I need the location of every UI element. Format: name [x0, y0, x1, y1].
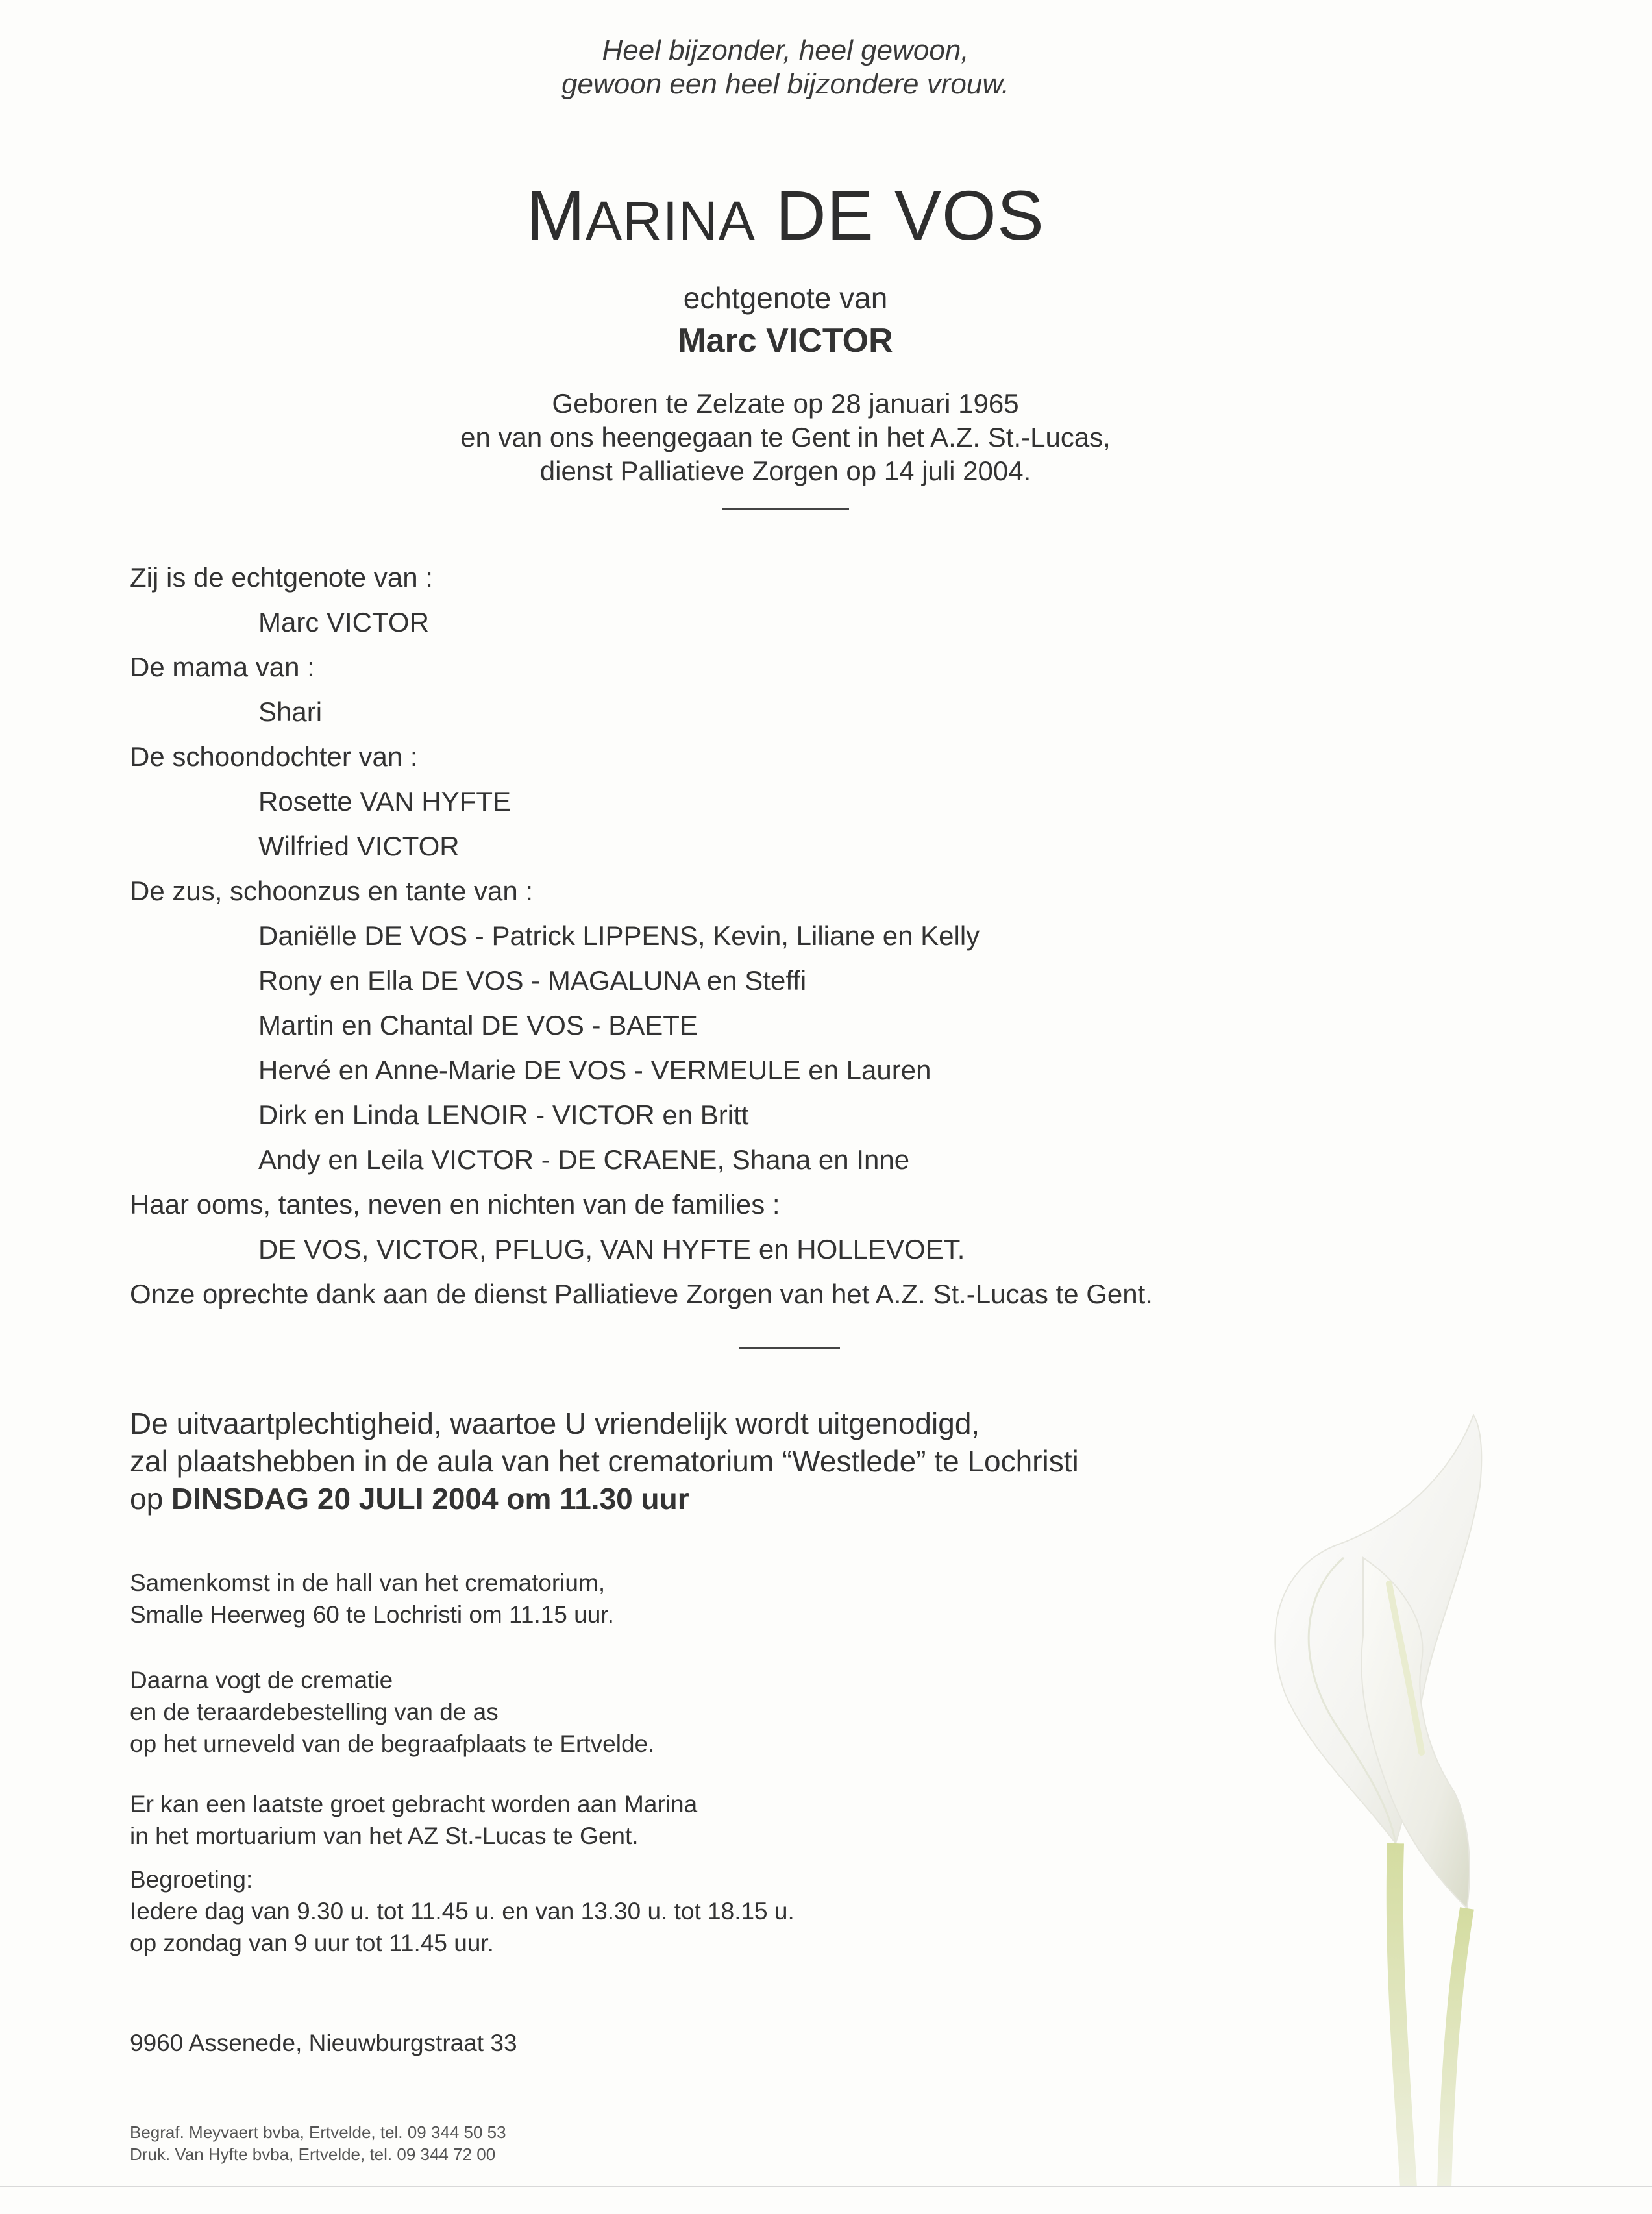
- birth-death-info: [0, 387, 1571, 488]
- farewell-line-2: in het mortuarium van het AZ St.-Lucas te Gent.: [130, 1823, 639, 1849]
- death-line-1: en van ons heengegaan te Gent in het A.Z. St.-Lucas,: [460, 422, 1111, 452]
- family-line: De mama van :: [130, 652, 315, 682]
- motto-line-2: gewoon een heel bijzondere vrouw.: [561, 68, 1009, 100]
- family-line: Marc VICTOR: [258, 607, 429, 637]
- funeral-date-prefix: op: [130, 1482, 164, 1516]
- visiting-weekdays: Iedere dag van 9.30 u. tot 11.45 u. en van 13.30 u. tot 18.15 u.: [130, 1898, 795, 1925]
- visiting-label: Begroeting:: [130, 1866, 253, 1893]
- farewell-line-1: Er kan een laatste groet gebracht worden aan Marina: [130, 1791, 698, 1817]
- cremation-line-2: en de teraardebestelling van de as: [130, 1699, 499, 1725]
- birth-line: Geboren te Zelzate op 28 januari 1965: [552, 388, 1019, 419]
- cremation-info: [130, 1664, 654, 1760]
- funeral-announcement: [130, 1405, 1079, 1518]
- page-bottom-rule: [0, 2186, 1652, 2187]
- funeral-line-1: De uitvaartplechtigheid, waartoe U vriendelijk wordt uitgenodigd,: [130, 1407, 980, 1440]
- gathering-line-2: Smalle Heerweg 60 te Lochristi om 11.15 uur.: [130, 1601, 614, 1628]
- visiting-hours: [130, 1863, 795, 1959]
- family-line: DE VOS, VICTOR, PFLUG, VAN HYFTE en HOLLEVOET.: [258, 1234, 965, 1264]
- family-line: De schoondochter van :: [130, 741, 418, 772]
- family-line: Dirk en Linda LENOIR - VICTOR en Britt: [258, 1100, 749, 1130]
- gathering-info: [130, 1567, 614, 1630]
- first-name-rest: ARINA: [586, 190, 756, 251]
- family-line: Haar ooms, tantes, neven en nichten van de families :: [130, 1189, 780, 1220]
- motto-line-1: Heel bijzonder, heel gewoon,: [602, 34, 969, 66]
- family-line: Rony en Ella DE VOS - MAGALUNA en Steffi: [258, 965, 807, 996]
- death-line-2: dienst Palliatieve Zorgen op 14 juli 2004.: [539, 456, 1031, 486]
- family-line: Hervé en Anne-Marie DE VOS - VERMEULE en Lauren: [258, 1055, 931, 1085]
- family-line: Martin en Chantal DE VOS - BAETE: [258, 1010, 698, 1040]
- family-line: Rosette VAN HYFTE: [258, 786, 511, 817]
- motto: [0, 34, 1571, 101]
- home-address: 9960 Assenede, Nieuwburgstraat 33: [130, 2030, 517, 2056]
- family-line: Daniëlle DE VOS - Patrick LIPPENS, Kevin, Liliane en Kelly: [258, 920, 980, 951]
- family-line: Andy en Leila VICTOR - DE CRAENE, Shana en Inne: [258, 1144, 910, 1175]
- family-line: De zus, schoonzus en tante van :: [130, 876, 534, 906]
- printer-credit: Druk. Van Hyfte bvba, Ertvelde, tel. 09 344 72 00: [130, 2145, 496, 2164]
- cremation-line-1: Daarna vogt de crematie: [130, 1667, 393, 1693]
- divider-middle: [739, 1347, 840, 1349]
- farewell-info: [130, 1788, 697, 1852]
- family-line: Zij is de echtgenote van :: [130, 562, 433, 593]
- first-name-initial: M: [526, 176, 586, 254]
- undertaker-credit: Begraf. Meyvaert bvba, Ertvelde, tel. 09 344 50 53: [130, 2122, 506, 2142]
- funeral-date: DINSDAG 20 JULI 2004 om 11.30 uur: [171, 1482, 689, 1516]
- funeral-line-3: [130, 1480, 1079, 1518]
- spouse-intro: echtgenote van: [683, 281, 888, 315]
- calla-lily-icon: [1259, 1389, 1597, 2187]
- printer-credits: [130, 2121, 506, 2165]
- divider-top: [722, 508, 849, 510]
- spouse-name: Marc VICTOR: [678, 322, 893, 360]
- gathering-line-1: Samenkomst in de hall van het crematorium,: [130, 1569, 606, 1596]
- deceased-name: [0, 177, 1571, 260]
- family-line: Wilfried VICTOR: [258, 831, 460, 861]
- cremation-line-3: op het urneveld van de begraafplaats te Ertvelde.: [130, 1730, 655, 1757]
- family-line: Shari: [258, 696, 323, 727]
- family-list: [130, 555, 1153, 1316]
- last-name: DE VOS: [775, 176, 1044, 254]
- funeral-line-2: zal plaatshebben in de aula van het crematorium “Westlede” te Lochristi: [130, 1444, 1079, 1478]
- family-line: Onze oprechte dank aan de dienst Palliatieve Zorgen van het A.Z. St.-Lucas te Gent.: [130, 1279, 1153, 1309]
- visiting-sunday: op zondag van 9 uur tot 11.45 uur.: [130, 1930, 494, 1956]
